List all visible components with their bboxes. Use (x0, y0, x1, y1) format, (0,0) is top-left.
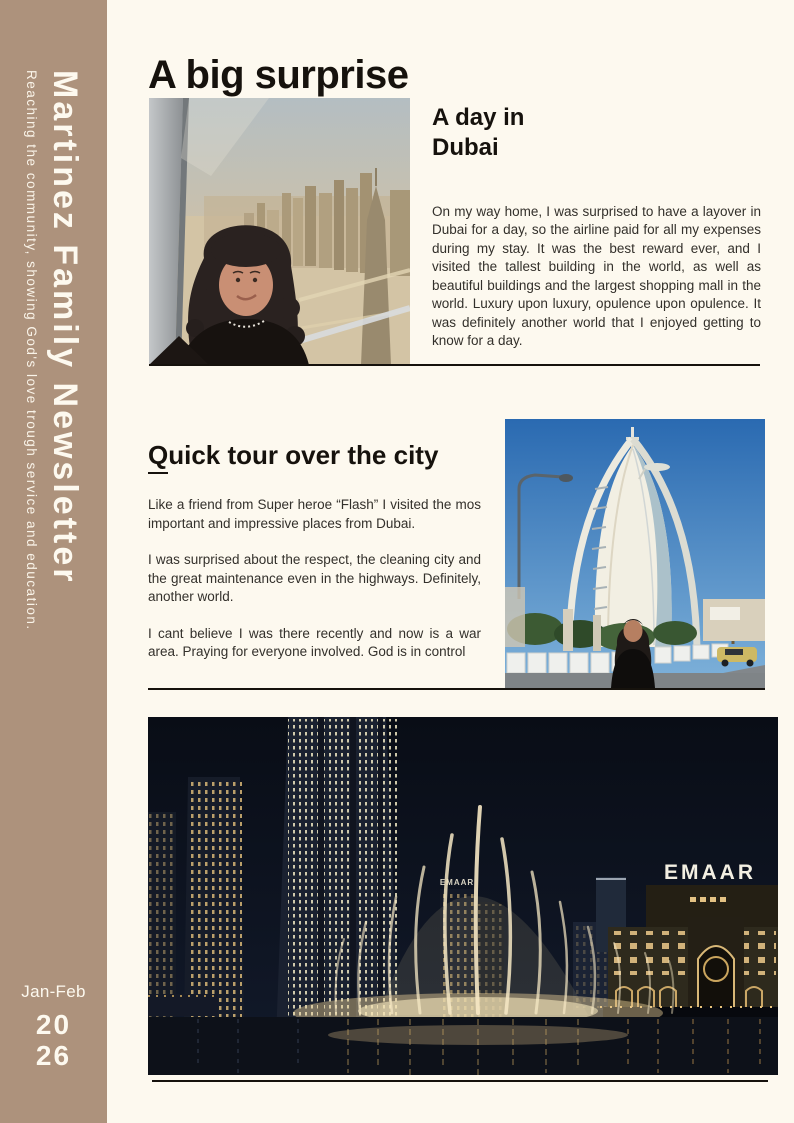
issue-months: Jan-Feb (21, 982, 86, 1001)
sidebar-vertical-text (19, 70, 87, 631)
page-title: A big surprise (148, 52, 409, 97)
photo-dubai-fountain-night (148, 717, 778, 1075)
tour-paragraph-1: Like a friend from Super heroe “Flash” I visited the mos important and impressive places from Dubai. (148, 497, 481, 531)
sidebar (0, 0, 107, 1123)
photo-fountain-illustration (148, 717, 778, 1075)
tour-paragraph-2: I was surprised about the respect, the cleaning city and the great maintenance even in the highways. Definitely, another world. (148, 552, 481, 604)
newsletter-tagline: Reaching the community, showing God's love trough service and education. (24, 70, 39, 631)
water-reflections (148, 1017, 778, 1075)
day-in-dubai-body: On my way home, I was surprised to have a layover in Dubai for a day, so the airline paid for all my expenses during my stay. It was the best reward ever, and I visited the tallest building in the world, as well as beautiful buildings and the largest shopping mall in the world. Luxury upon luxury, opulence upon opulence. It was definitely another world that I enjoyed getting to know for a day. (432, 203, 761, 348)
photo-selfie-burj-khalifa (149, 98, 410, 365)
day-in-dubai-heading (432, 103, 524, 163)
newsletter-title: Martinez Family Newsletter (46, 70, 84, 585)
quick-tour-text (148, 496, 481, 680)
issue-date (0, 982, 107, 1071)
section-divider-1 (149, 364, 760, 366)
issue-year-top: 20 (35, 1009, 72, 1040)
quick-tour-heading (148, 440, 438, 474)
issue-year-bottom: 26 (35, 1040, 72, 1071)
day-heading-line2: Dubai (432, 134, 499, 161)
section-divider-2 (148, 688, 765, 690)
photo-selfie-illustration (149, 98, 410, 365)
tower-sign-text: EMAAR (439, 878, 475, 887)
section-divider-3 (152, 1080, 768, 1082)
quick-tour-heading-rest: uick tour over the city (168, 439, 439, 470)
emaar-sign-text: EMAAR (664, 861, 756, 884)
photo-burj-illustration (505, 419, 765, 688)
quick-tour-heading-initial: Q (148, 440, 168, 474)
day-heading-line1: A day in (432, 104, 525, 131)
tour-paragraph-3: I cant believe I was there recently and now is a war area. Praying for everyone involved. God is in control (148, 625, 481, 659)
photo-burj-al-arab (505, 419, 765, 688)
